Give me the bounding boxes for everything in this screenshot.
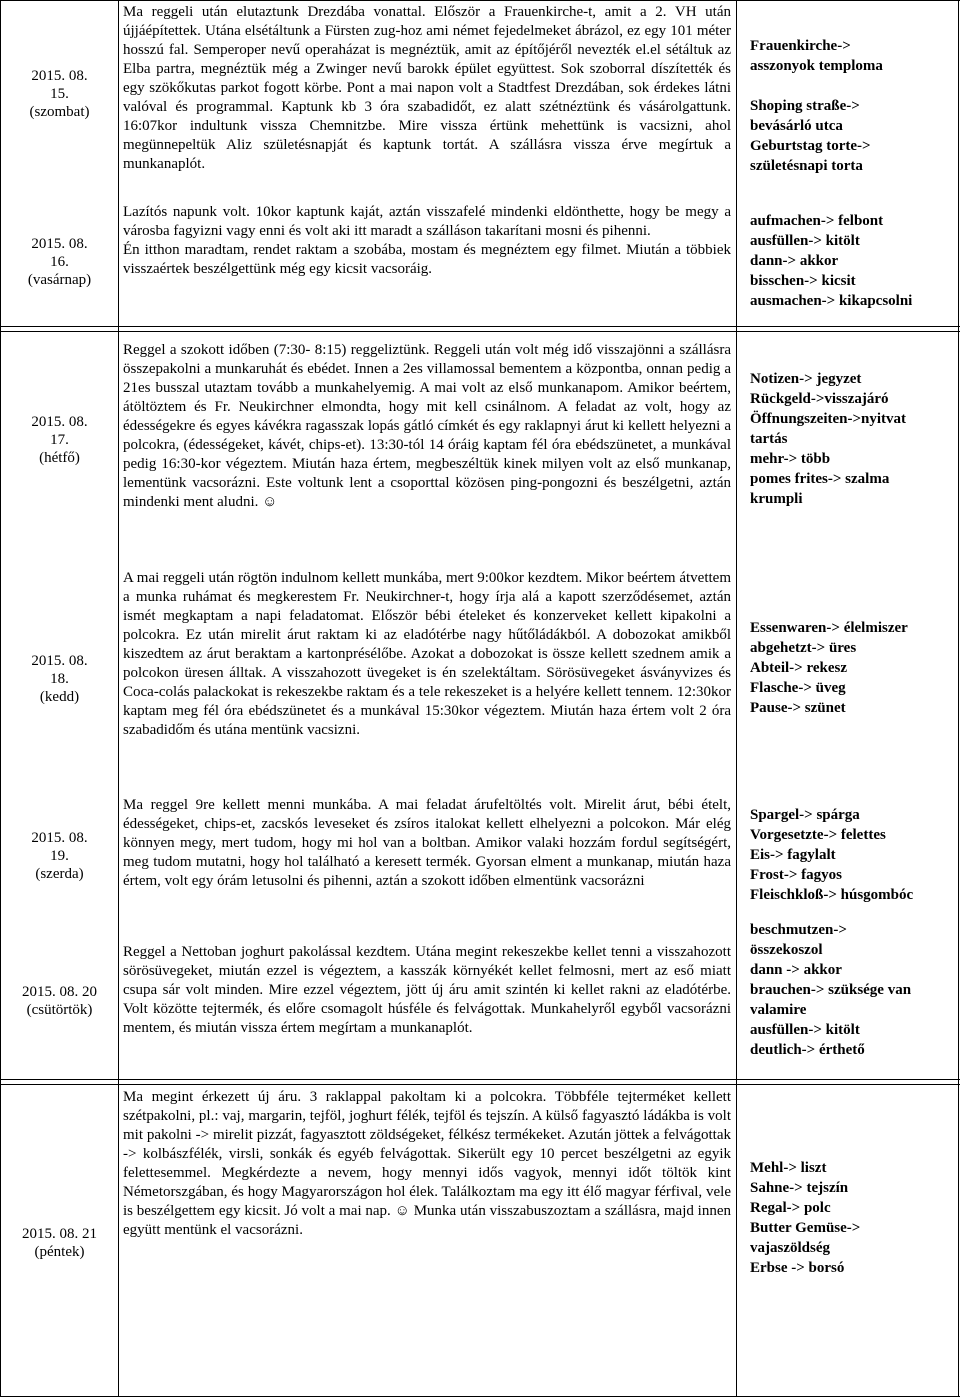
vocab-line: Erbse -> borsó [750, 1260, 845, 1276]
vocab-line: Regal-> polc [750, 1200, 831, 1216]
table-border-top [0, 0, 960, 1]
vocab-line: aufmachen-> felbont [750, 213, 884, 229]
date-line: (hétfő) [39, 450, 80, 466]
date-line: (szerda) [35, 866, 84, 882]
vocab-line: pomes frites-> szalma [750, 471, 890, 487]
vocab-line: Vorgesetzte-> felettes [750, 827, 886, 843]
vocab-line: összekoszol [750, 942, 823, 958]
vocab-line: abgehetzt-> üres [750, 640, 857, 656]
entry-text: Ma reggeli után elutaztunk Drezdába vonattal. Először a Frauenkirche-t, amit a 2. VH után újjáépítettek. Utána elsétáltunk a Fürsten zug-hoz ami német fejedelmeket ábrázol, ez egy 101 méter hosszú fal. Semperoper nevű operaházat is megnéztük, amit az építőjéről nevezték el.el sétáltuk az Elba partra, megnéztük még a Zwinger nevű barokk épület együttest. Sok szoborral díszítették és egy szökőkutas parkot fogott körbe. Pont a mai napon volt a Stadtfest Drezdában, sok érdekes látni valóval és programmal. Kaptunk kb 3 óra szabadidőt, ez alatt szétnéztünk és vásárolgattunk. 16:07kor indultunk vissza Chemnitzbe. Mire vissza értünk mehettünk is vacsizni, ahol megünnepeltük Aliz születésnapját és kaptunk tortát. A szállásra vissza érve megírtuk a munkanaplót. [123, 4, 731, 172]
date-cell [2, 829, 117, 883]
date-line: 17. [50, 432, 69, 448]
entry-text: Reggel a szokott időben (7:30- 8:15) reggeliztünk. Reggeli után volt még idő visszajönni a szállásra összepakolni a munkaruhát és ebédet. Innen a 2es villamossal bementem a központba, onnan pedig a 21es busszal utaztam tovább a munkahelyemig. A mai volt az első munkanapom. Amikor beértem, átöltöztem és Fr. Neukirchner elmondta, hogy mit kell csinálnom. A feladat az volt, hogy az édességekre és egyes kávékra ragasszak lopás gátló címkét és egy raklapnyi árut ki kellett helyezni a polcokra, (édességeket, kávét, chips-et). 13:30-tól 14 óráig kaptam fél óra ebédszünetet, a munkával pedig 16:30-kor végeztem. Miután haza értem, megbeszéltük kinek milyen volt az első munkanap, lementünk vacsorázni. Este voltunk lent a csoporttal közösen ping-pongozni és beszélgetni, aztán mindenki ment aludni. ☺ [123, 342, 731, 510]
column-divider-date [118, 0, 119, 1397]
date-line: 2015. 08. [31, 414, 88, 430]
vocab-line: Frost-> fagyos [750, 867, 843, 883]
vocab-line: Abteil-> rekesz [750, 660, 847, 676]
vocab-line: dann -> akkor [750, 962, 842, 978]
vocab-line: Eis-> fagylalt [750, 847, 836, 863]
vocab-line: bisschen-> kicsit [750, 273, 856, 289]
vocab-line: Sahne-> tejszín [750, 1180, 849, 1196]
vocab-line: tartás [750, 431, 788, 447]
vocab-list [750, 920, 955, 1060]
entry-text: Ma megint érkezett új áru. 3 raklappal pakoltam ki a polcokra. Többféle tejterméket kellett szétpakolni, pl.: vaj, margarin, tejföl, joghurt félék, tejföl és tejszín. A külső fagyasztó ládákba is volt mit pakolni -> mirelit pizzát, fagyasztott zöldségeket, félkész termékeket. Azután jöttek a felvágottak -> kolbászfélék, virsli, sonkák és egyéb felvágottak. Sikerült egy 10 percet beszélgetni az egyik felettesemmel. Megkérdezte a nevem, hogy mennyi idős vagyok, mennyi időt töltök kint Németorszgában, és hogy Magyarországon hol élek. Találkoztam ma egy itt élő magyar férfival, vele is beszélgettem egy kicsit. Jó volt a mai nap. ☺ Munka után visszabuszoztam a szállásra, majd innen együtt mentünk el vacsorázni. [123, 1089, 731, 1238]
vocab-line: mehr-> több [750, 451, 831, 467]
column-divider-vocab [736, 0, 737, 1397]
date-line: 2015. 08. [31, 830, 88, 846]
diary-entry [123, 3, 731, 174]
vocab-line: deutlich-> érthető [750, 1042, 865, 1058]
vocab-list [750, 1158, 955, 1278]
vocab-line: Mehl-> liszt [750, 1160, 827, 1176]
vocab-line: Rückgeld->visszajáró [750, 391, 889, 407]
vocab-list [750, 369, 955, 509]
date-cell [2, 67, 117, 121]
entry-text: Reggel a Nettoban joghurt pakolással kezdtem. Utána megint rekeszekbe kellet tenni a visszahozott sörösüvegeket, miután ezzel is végeztem, a kasszák környékét kellet felmosni, mert az eső miatt csupa sár volt minden. Mire ezzel végeztem, jött új áru amit szintén ki kellet rakni az eladótérbe. Volt közötte tejtermék, és előre csomagolt húsféle és felvágottak. Munkahelyről egyből vacsorázni mentem, és miután vissza értem megírtam a munkanaplót. [123, 944, 731, 1036]
vocab-line: vajaszöldség [750, 1240, 830, 1256]
date-cell [2, 235, 117, 289]
vocab-line: Shoping straße-> [750, 98, 860, 114]
vocab-line: Essenwaren-> élelmiszer [750, 620, 908, 636]
date-cell [2, 983, 117, 1019]
date-line: 15. [50, 86, 69, 102]
row-divider [0, 326, 960, 327]
vocab-list [750, 805, 955, 905]
vocab-line: asszonyok temploma [750, 58, 883, 74]
date-line: 16. [50, 254, 69, 270]
date-line: (szombat) [29, 104, 90, 120]
date-line: 2015. 08. [31, 653, 88, 669]
date-line: 2015. 08. 21 [22, 1226, 97, 1242]
diary-entry [123, 203, 731, 279]
entry-text: Lazítós napunk volt. 10kor kaptunk kaját, aztán visszafelé mindenki eldönthette, hogy be megy a városba fagyizni vagy enni és volt aki itt maradt a szálláson takarítani mosni és pihenni. [123, 204, 731, 239]
vocab-line: Spargel-> spárga [750, 807, 860, 823]
row-divider [0, 331, 960, 332]
entry-text: A mai reggeli után rögtön indulnom kellett munkába, mert 9:00kor kezdtem. Mikor beértem átvettem a munka ruhámat és megkerestem Fr. Neukirchner-t, hogy írja alá a kapott szerződésemet, aztán ismét megkaptam a napi feladatomat. Először bébi ételeket és konzerveket kellett kipakolni a polcokra. Ez után mirelit árut raktam ki az eladótérbe nagy hűtőládákból. A dobozokat amikből kiszedtem az árut beraktam a kartonprésélőbe. Azokat a dobozokat is össze kellett szednem amik a polcokon üresen álltak. A visszahozott üvegeket is én szelektáltam. Sörösüvegeket ásványvizes és Coca-colás palackokat is rekeszekbe raktam és a tele rekeszeket is a helyére kellett tennem. 12:30kor kaptam meg fél óra ebédszünetet és a munkával 15:30kor végeztem. Miután haza értem volt 2 óra szabadidőm és utána mentünk vacsizni. [123, 570, 731, 738]
vocab-line: ausmachen-> kikapcsolni [750, 293, 913, 309]
vocab-line: Geburtstag torte-> [750, 138, 871, 154]
table-border-bottom [0, 1396, 960, 1397]
date-line: 19. [50, 848, 69, 864]
diary-entry [123, 341, 731, 512]
date-line: (csütörtök) [26, 1002, 93, 1018]
vocab-line: Frauenkirche-> [750, 38, 851, 54]
diary-entry [123, 796, 731, 891]
vocab-line: bevásárló utca [750, 118, 843, 134]
vocab-line: Pause-> szünet [750, 700, 846, 716]
row-divider [0, 1084, 960, 1085]
vocab-line: születésnapi torta [750, 158, 863, 174]
vocab-line: Flasche-> üveg [750, 680, 846, 696]
vocab-line: dann-> akkor [750, 253, 839, 269]
diary-entry [123, 569, 731, 740]
vocab-line [750, 76, 955, 96]
vocab-line: krumpli [750, 491, 803, 507]
date-line: 2015. 08. [31, 68, 88, 84]
date-line: 18. [50, 671, 69, 687]
row-divider [0, 1079, 960, 1080]
vocab-line: Butter Gemüse-> [750, 1220, 861, 1236]
entry-text: Én itthon maradtam, rendet raktam a szobába, mostam és megnéztem egy filmet. Miután a többiek visszaértek beszélgettünk még egy kicsit vacsoráig. [123, 242, 731, 277]
vocab-line: Fleischkloß-> húsgombóc [750, 887, 914, 903]
vocab-line: Notizen-> jegyzet [750, 371, 862, 387]
table-border-right [958, 0, 959, 1397]
diary-entry [123, 1088, 731, 1240]
vocab-list [750, 618, 955, 718]
vocab-line: beschmutzen-> [750, 922, 847, 938]
vocab-line: ausfüllen-> kitölt [750, 1022, 860, 1038]
vocab-line: brauchen-> szüksége van [750, 982, 912, 998]
vocab-list [750, 36, 955, 176]
vocab-line: Öffnungszeiten->nyitvat [750, 411, 907, 427]
date-cell [2, 652, 117, 706]
date-line: (vasárnap) [27, 272, 92, 288]
entry-text: Ma reggel 9re kellett menni munkába. A mai feladat árufeltöltés volt. Mirelit árut, bébi ételt, édességeket, chips-et, zacskós leveseket és zsíros italokat kellett elhelyezni a polcokon. Már elég könnyen megy, mert tudom, hogy mi hol van a boltban. Amikor valaki hozzám fordul segítségért, meg tudom mutatni, hogy hol található a keresett termék. Gyorsan elment a munkanap, miután haza értem, volt egy órám letusolni és pihenni, aztán a szokott időben elmentünk vacsorázni [123, 797, 731, 889]
date-cell [2, 1225, 117, 1261]
vocab-list [750, 211, 955, 311]
date-cell [2, 413, 117, 467]
date-line: 2015. 08. [31, 236, 88, 252]
date-line: (kedd) [39, 689, 80, 705]
vocab-line: valamire [750, 1002, 807, 1018]
vocab-line: ausfüllen-> kitölt [750, 233, 860, 249]
diary-entry [123, 943, 731, 1038]
date-line: (péntek) [34, 1244, 85, 1260]
date-line: 2015. 08. 20 [22, 984, 97, 1000]
table-border-left [0, 0, 1, 1397]
